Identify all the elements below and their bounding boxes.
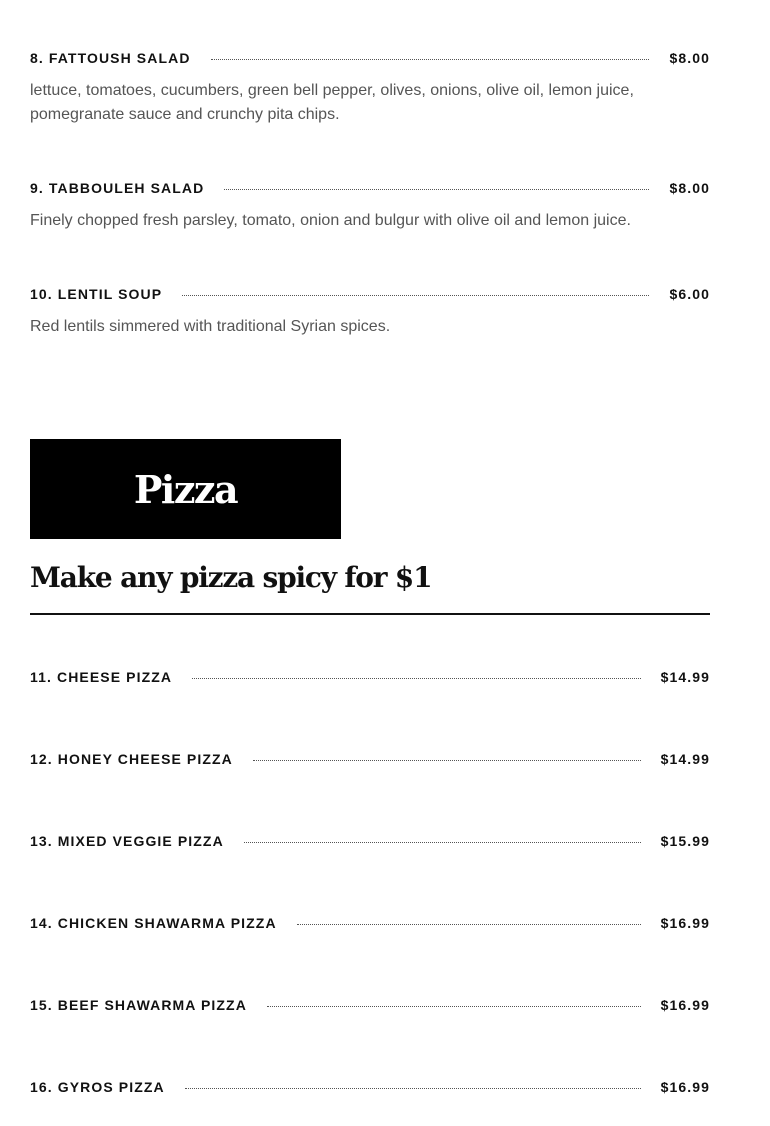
menu-item-price: $8.00 [669, 180, 710, 196]
menu-item-name: 16. GYROS PIZZA [30, 1079, 165, 1095]
menu-item-price: $14.99 [660, 669, 710, 685]
menu-item-row [30, 830, 710, 852]
dotted-leader [253, 760, 641, 761]
dotted-leader [185, 1088, 641, 1089]
menu-item-row [30, 994, 710, 1016]
menu-item-name: 9. TABBOULEH SALAD [30, 180, 205, 196]
menu-item-name: 14. CHICKEN SHAWARMA PIZZA [30, 915, 277, 931]
menu-item-price: $15.99 [660, 833, 710, 849]
menu-item-row [30, 177, 710, 199]
menu-item-gyros-pizza [30, 1076, 710, 1098]
menu-item-price: $16.99 [660, 997, 710, 1013]
dotted-leader [267, 1006, 641, 1007]
menu-item-name: 12. HONEY CHEESE PIZZA [30, 751, 233, 767]
menu-item-row [30, 748, 710, 770]
menu-item-row [30, 1076, 710, 1098]
menu-item-tabbouleh-salad [30, 177, 710, 233]
dotted-leader [224, 189, 649, 190]
menu-item-name: 8. FATTOUSH SALAD [30, 50, 191, 66]
menu-item-name: 15. BEEF SHAWARMA PIZZA [30, 997, 247, 1013]
menu-item-name: 10. LENTIL SOUP [30, 286, 163, 302]
dotted-leader [211, 59, 650, 60]
dotted-leader [297, 924, 641, 925]
dotted-leader [182, 295, 649, 296]
menu-item-price: $16.99 [660, 1079, 710, 1095]
menu-item-price: $8.00 [669, 50, 710, 66]
menu-item-row [30, 912, 710, 934]
menu-item-row [30, 47, 710, 69]
section-subtitle: Make any pizza spicy for $1 [30, 561, 432, 594]
dotted-leader [244, 842, 641, 843]
menu-item-row [30, 666, 710, 688]
menu-item-beef-shawarma-pizza [30, 994, 710, 1016]
menu-page [30, 0, 710, 1126]
menu-item-chicken-shawarma-pizza [30, 912, 710, 934]
menu-item-description: Finely chopped fresh parsley, tomato, onion and bulgur with olive oil and lemon juice. [30, 212, 631, 229]
section-title: Pizza [133, 466, 238, 512]
menu-item-mixed-veggie-pizza [30, 830, 710, 852]
menu-item-fattoush-salad [30, 47, 710, 127]
dotted-leader [192, 678, 640, 679]
menu-item-price: $16.99 [660, 915, 710, 931]
menu-item-price: $14.99 [660, 751, 710, 767]
menu-item-name: 11. CHEESE PIZZA [30, 669, 173, 685]
menu-item-description: Red lentils simmered with traditional Syrian spices. [30, 318, 391, 335]
menu-item-lentil-soup [30, 283, 710, 339]
menu-item-description: lettuce, tomatoes, cucumbers, green bell pepper, olives, onions, olive oil, lemon juice, pomegranate sauce and crunchy pita chips. [30, 82, 634, 123]
section-divider [30, 613, 710, 615]
menu-item-row [30, 283, 710, 305]
menu-item-name: 13. MIXED VEGGIE PIZZA [30, 833, 224, 849]
menu-item-price: $6.00 [669, 286, 710, 302]
section-header-pizza [30, 439, 341, 539]
menu-item-honey-cheese-pizza [30, 748, 710, 770]
menu-item-cheese-pizza [30, 666, 710, 688]
